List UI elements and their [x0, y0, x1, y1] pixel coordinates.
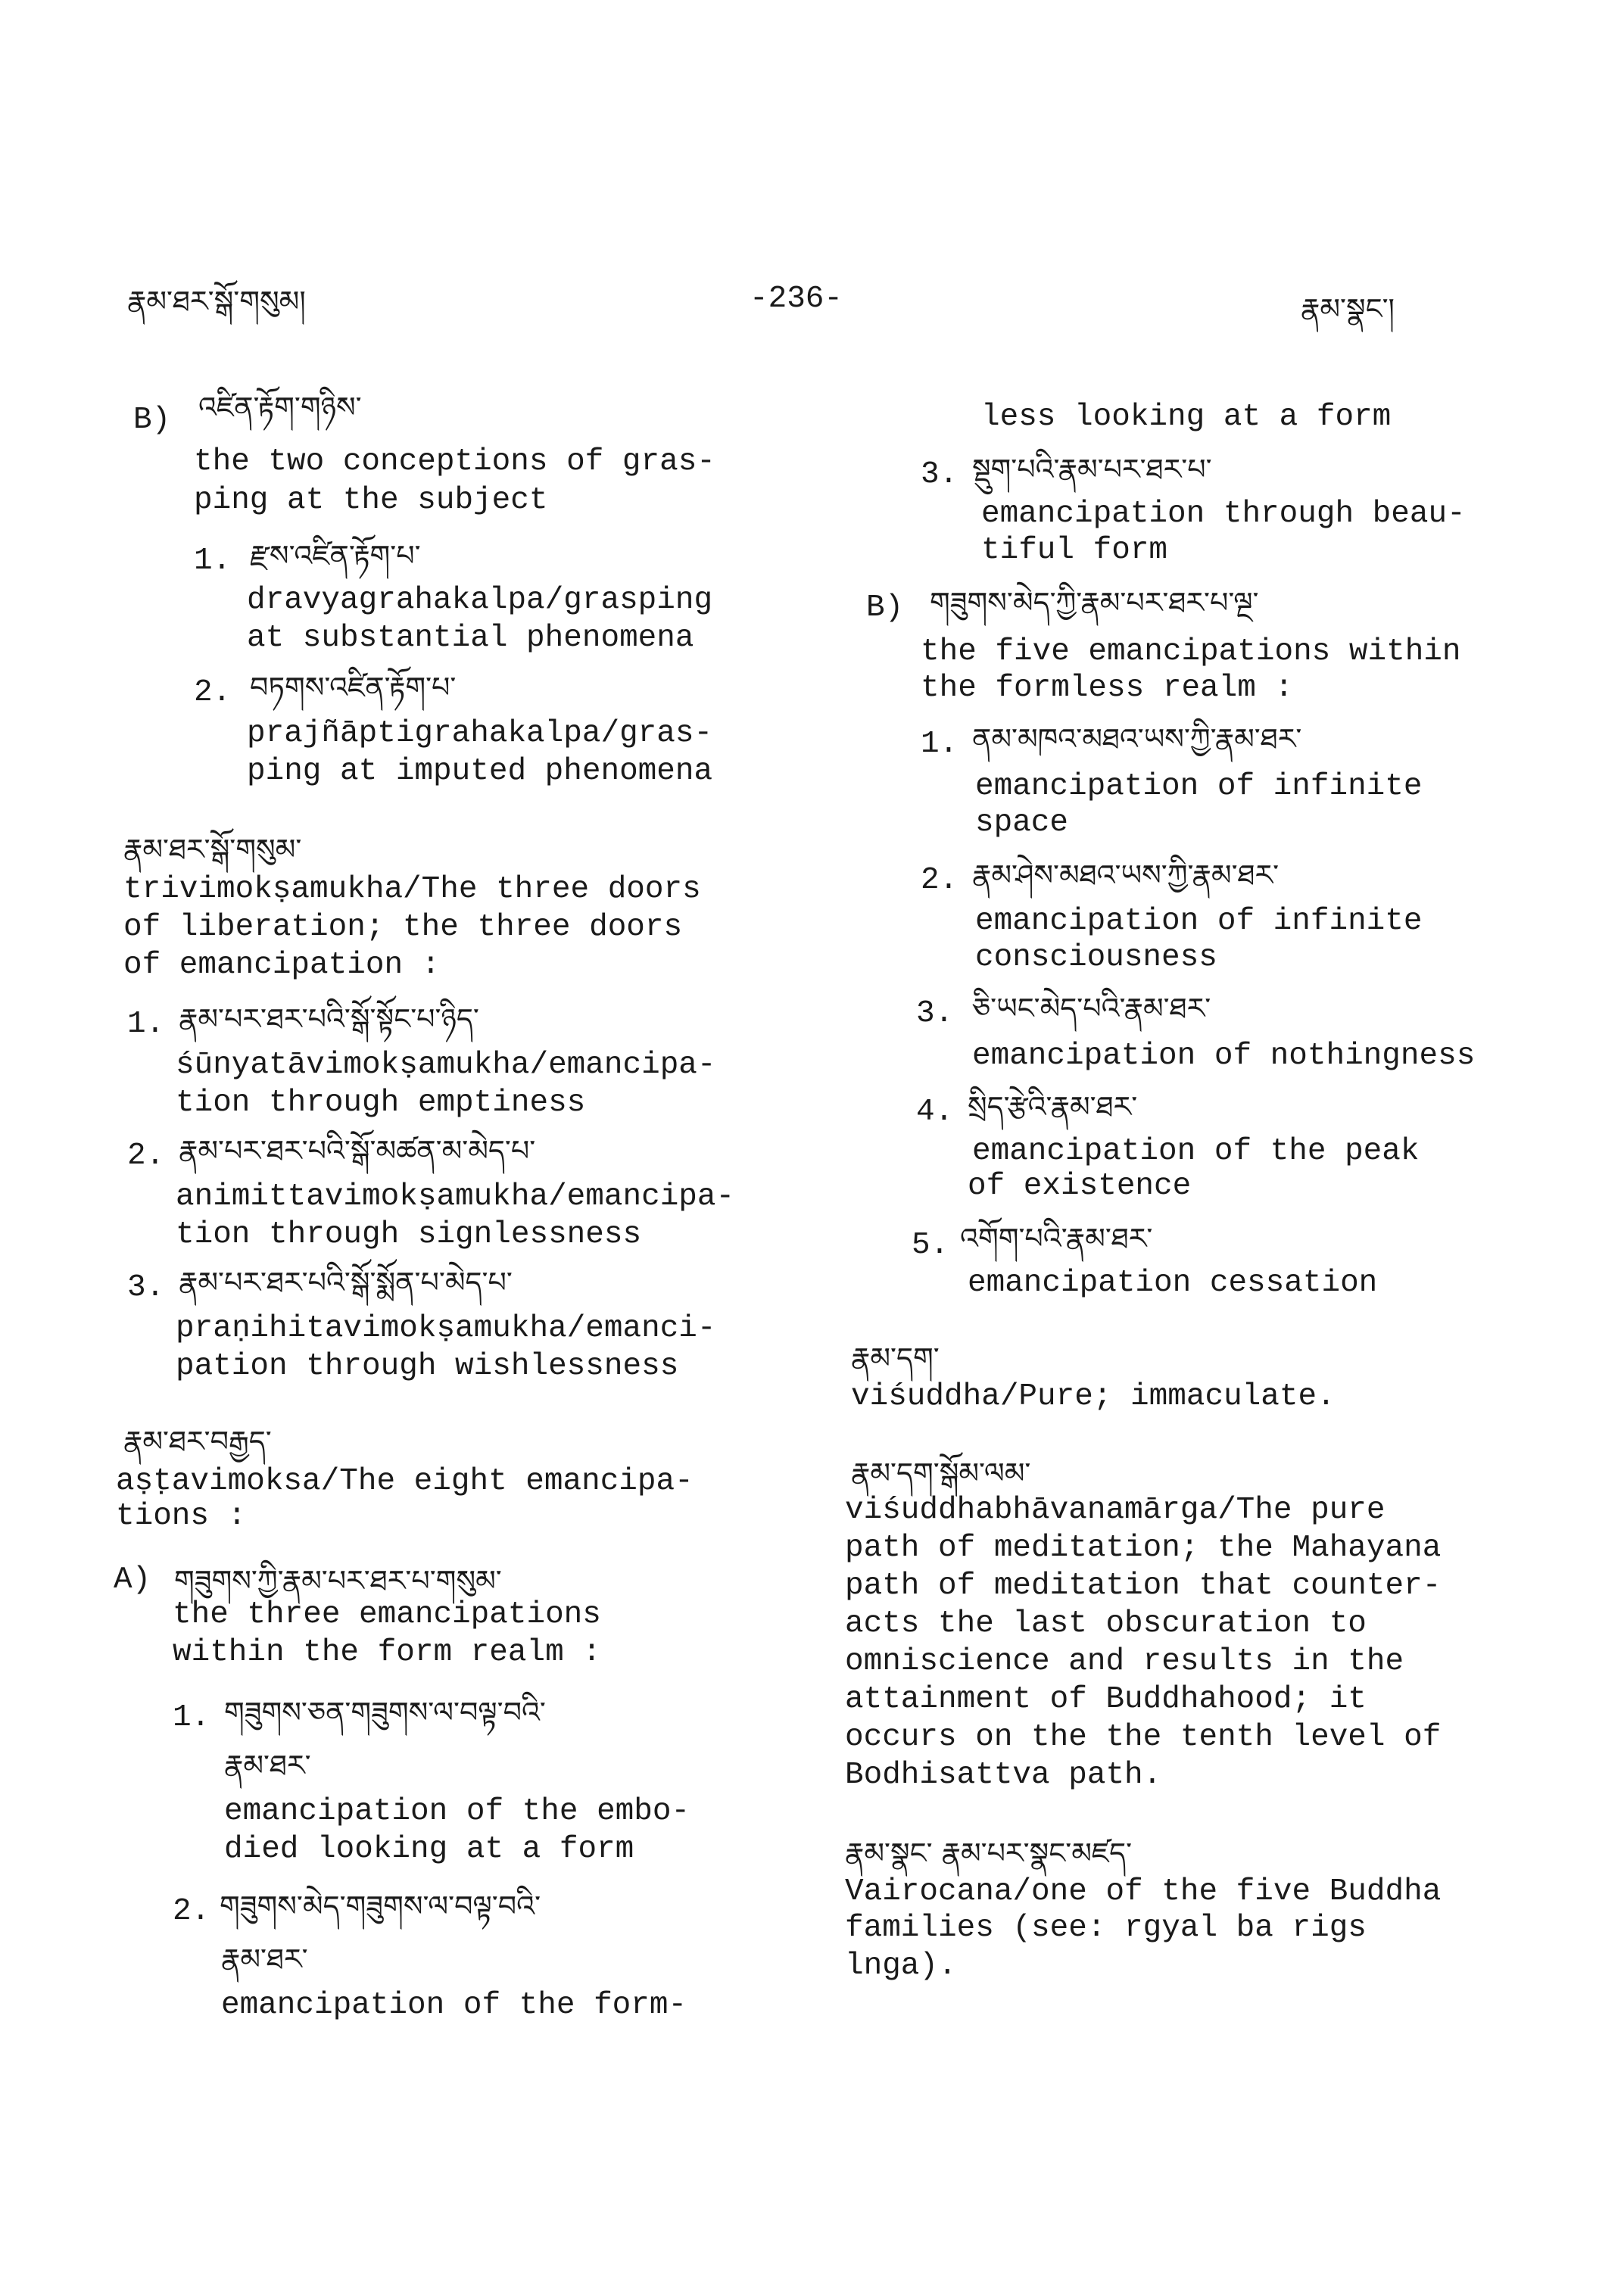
term-tibetan: སྡུག་པའི་རྣམ་པར་ཐར་པ་ — [972, 453, 1212, 486]
continued-gloss-line: less looking at a form — [981, 400, 1392, 435]
term-tibetan: རྣམ་ཤེས་མཐའ་ཡས་ཀྱི་རྣམ་ཐར་ — [972, 858, 1280, 892]
entry-definition-line: viśuddhabhāvanamārga/The pure — [845, 1493, 1386, 1528]
entry-headword-tibetan: རྣམ་ཐར་བརྒྱད་ — [123, 1425, 272, 1458]
gloss-line: emancipation of infinite — [975, 769, 1423, 804]
gloss-line: tiful form — [981, 533, 1168, 568]
term-tibetan: རྣམ་པར་ཐར་པའི་སྒོ་སྟོང་པ་ཉིད་ — [179, 1002, 479, 1036]
gloss-line: emancipation of the peak — [972, 1134, 1420, 1169]
entry-headword-tibetan: རྣམ་སྣང་ རྣམ་པར་སྣང་མཛད་ — [845, 1837, 1133, 1870]
list-number: 1. — [173, 1700, 210, 1735]
entry-definition-line: families (see: rgyal ba rigs — [845, 1911, 1367, 1946]
b-gloss-line: the five emancipations within — [921, 634, 1461, 669]
entry-headword-tibetan: རྣམ་དག་སྒོམ་ལམ་ — [851, 1456, 1031, 1490]
gloss-line: praṇihitavimokṣamukha/emanci- — [176, 1311, 716, 1346]
list-number: 5. — [912, 1228, 949, 1263]
header-left-title: རྣམ་ཐར་སྒོ་གསུམ། — [127, 285, 306, 318]
entry-definition-line: lnga). — [845, 1949, 957, 1983]
entry-definition-line: acts the last obscuration to — [845, 1606, 1367, 1641]
gloss-line: prajñāptigrahakalpa/gras- — [247, 716, 713, 751]
entry-definition-line: aṣṭavimoksa/The eight emancipa- — [116, 1464, 694, 1499]
gloss-line: emancipation through beau- — [981, 497, 1466, 531]
a-label: A) — [114, 1562, 151, 1597]
term-tibetan: གཟུགས་མེད་གཟུགས་ལ་བལྟ་བའི་ — [220, 1890, 541, 1923]
entry-definition-line: of liberation; the three doors — [123, 910, 683, 945]
a-gloss-line: the three emancipations — [173, 1597, 601, 1632]
gloss-line: at substantial phenomena — [247, 621, 694, 656]
entry-definition-line: path of meditation that counter- — [845, 1569, 1442, 1603]
gloss-line: dravyagrahakalpa/grasping — [247, 583, 713, 618]
list-number: 4. — [916, 1095, 954, 1129]
entry-definition-line: viśuddha/Pure; immaculate. — [851, 1379, 1336, 1414]
gloss-line: śūnyatāvimokṣamukha/emancipa- — [176, 1048, 716, 1083]
b-gloss-line: ping at the subject — [194, 483, 548, 518]
b-label: B) — [133, 403, 171, 438]
gloss-line: of existence — [968, 1169, 1192, 1204]
entry-definition-line: omniscience and results in the — [845, 1644, 1404, 1679]
gloss-line: tion through emptiness — [176, 1086, 586, 1120]
entry-definition-line: occurs on the the tenth level of — [845, 1720, 1442, 1755]
b-gloss-line: the formless realm : — [921, 671, 1294, 706]
entry-headword-tibetan: རྣམ་ཐར་སྒོ་གསུམ་ — [123, 833, 302, 866]
term-tibetan: འགོག་པའི་རྣམ་ཐར་ — [960, 1222, 1153, 1255]
list-number: 2. — [921, 863, 959, 898]
term-tibetan: སྲིད་རྩེའི་རྣམ་ཐར་ — [968, 1090, 1138, 1123]
list-number: 2. — [173, 1894, 210, 1929]
gloss-line: consciousness — [975, 940, 1217, 975]
list-number: 1. — [194, 544, 232, 578]
b-label: B) — [866, 590, 904, 625]
gloss-line: ping at imputed phenomena — [247, 754, 713, 789]
term-tibetan: རྫས་འཛིན་རྟོག་པ་ — [250, 539, 421, 572]
a-gloss-line: within the form realm : — [173, 1635, 601, 1670]
gloss-line: emancipation of infinite — [975, 904, 1423, 939]
list-number: 1. — [127, 1007, 165, 1042]
entry-headword-tibetan: རྣམ་དག་ — [851, 1341, 940, 1375]
gloss-line: died looking at a form — [224, 1832, 634, 1867]
gloss-line: animittavimokṣamukha/emancipa- — [176, 1179, 735, 1214]
term-tibetan: གཟུགས་ཅན་གཟུགས་ལ་བལྟ་བའི་ — [224, 1696, 546, 1729]
gloss-line: emancipation of the embo- — [224, 1794, 690, 1829]
entry-definition-line: of emancipation : — [123, 948, 441, 983]
gloss-line: emancipation of the form- — [221, 1988, 687, 2023]
list-number: 3. — [916, 996, 954, 1031]
entry-definition-line: Vairocana/one of the five Buddha — [845, 1874, 1442, 1909]
gloss-line: tion through signlessness — [176, 1217, 642, 1252]
term-tibetan-continued: རྣམ་ཐར་ — [224, 1749, 311, 1782]
entry-definition-line: path of meditation; the Mahayana — [845, 1531, 1442, 1566]
list-number: 2. — [194, 675, 232, 710]
gloss-line: space — [975, 805, 1069, 840]
list-number: 3. — [921, 457, 959, 492]
term-tibetan-continued: རྣམ་ཐར་ — [221, 1943, 308, 1976]
page-number: -236- — [750, 282, 843, 316]
entry-definition-line: attainment of Buddhahood; it — [845, 1682, 1367, 1717]
term-tibetan: ནམ་མཁའ་མཐའ་ཡས་ཀྱི་རྣམ་ཐར་ — [972, 722, 1302, 756]
term-tibetan: བཏགས་འཛིན་རྟོག་པ་ — [250, 671, 457, 704]
list-number: 2. — [127, 1139, 165, 1173]
term-tibetan: རྣམ་པར་ཐར་པའི་སྒོ་སྨོན་པ་མེད་པ་ — [179, 1266, 513, 1299]
term-tibetan: ཅི་ཡང་མེད་པའི་རྣམ་ཐར་ — [972, 992, 1211, 1025]
entry-definition-line: trivimokṣamukha/The three doors — [123, 872, 701, 907]
entry-definition-line: tions : — [116, 1499, 247, 1534]
term-tibetan: རྣམ་པར་ཐར་པའི་སྒོ་མཚན་མ་མེད་པ་ — [179, 1134, 536, 1167]
b-gloss-line: the two conceptions of gras- — [194, 444, 715, 479]
gloss-line: emancipation cessation — [968, 1266, 1378, 1301]
list-number: 1. — [921, 727, 959, 762]
gloss-line: pation through wishlessness — [176, 1349, 679, 1384]
a-tibetan: གཟུགས་ཀྱི་རྣམ་པར་ཐར་པ་གསུམ་ — [174, 1564, 502, 1597]
list-number: 3. — [127, 1270, 165, 1305]
b-tibetan: གཟུགས་མེད་ཀྱི་རྣམ་པར་ཐར་པ་ལྔ་ — [930, 586, 1259, 619]
entry-definition-line: Bodhisattva path. — [845, 1758, 1162, 1793]
gloss-line: emancipation of nothingness — [972, 1039, 1476, 1073]
b-tibetan: འཛིན་རྟོག་གཉིས་ — [198, 391, 362, 424]
header-right-title: རྣམ་སྣང་། — [1301, 292, 1395, 326]
